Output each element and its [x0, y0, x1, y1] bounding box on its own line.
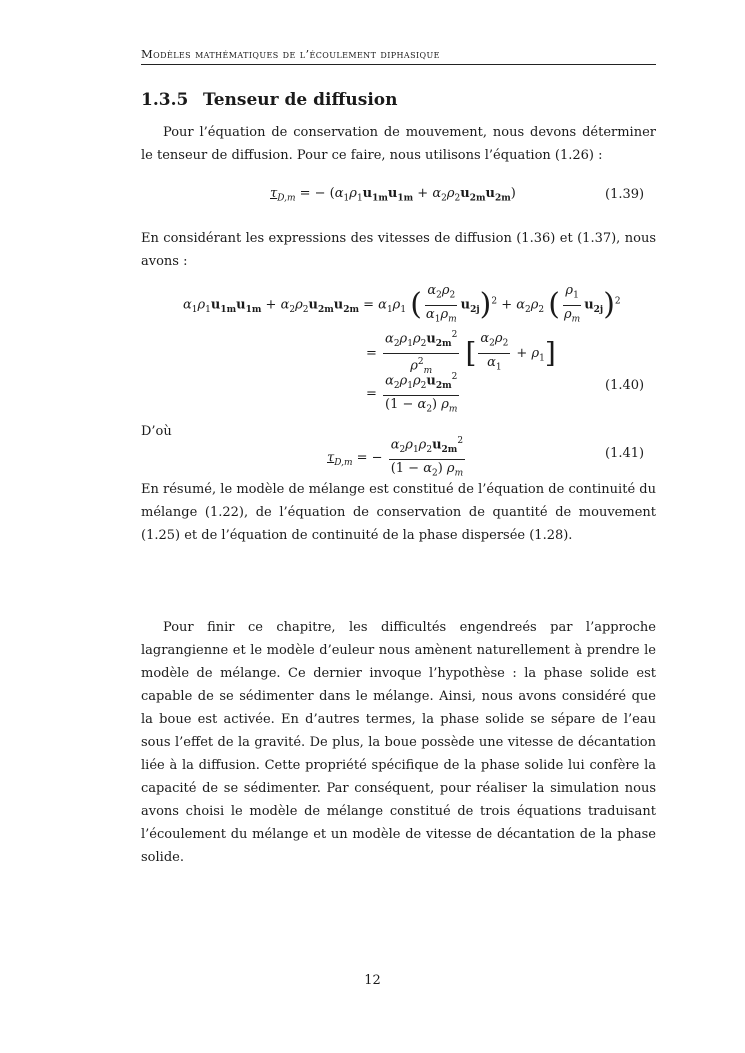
- text-dou: D’où: [141, 424, 172, 439]
- page-number: 12: [364, 973, 381, 988]
- section-number: 1.3.5: [141, 90, 189, 110]
- paragraph-conclusion: Pour finir ce chapitre, les difficultés engendreés par l’approche lagrangienne et le modèle d’euleur nous amènent naturellement à prendre le modèle de mélange. Ce dernier invoque l’hypothèse : la phase solide est capable de se sédimenter dans le mélange. Ainsi, nous avons considéré que la boue est activée. En d’autres termes, la phase solide se sépare de l’eau sous l’effet de la gravité. De plus, la boue possède une vitesse de décantation liée à la diffusion. Cette propriété spécifique de la phase solide lui confère la capacité de se sédimenter. Par conséquent, pour réaliser la simulation nous avons choisi le modèle de mélange constitué de trois équations traduisant l’écoulement du mélange et un modèle de vitesse de décantation de la phase solide.: [141, 620, 656, 865]
- equation-number-1-41: (1.41): [605, 446, 645, 461]
- equation-1-40-line-2: = $\frac{\alpha_2\rho_1\rho_2u_{2m}^2}{\rho^2_m}$ [ $\frac{\alpha_2\rho_2}{\alpha_1}$ + $\rho_1$]: [366, 330, 556, 376]
- paragraph-summary: En résumé, le modèle de mélange est constitué de l’équation de continuité du mélange (1.22), de l’équation de conservation de quantité de mouvement (1.25) et de l’équation de continuité de la phase dispersée (1.28).: [141, 482, 656, 543]
- paragraph-intro: Pour l’équation de conservation de mouvement, nous devons déterminer le tenseur de diffusion. Pour ce faire, nous utilisons l’équation (1.26) :: [141, 125, 656, 163]
- equation-1-40-line-1: $\alpha_1\rho_1u_{1m}u_{1m} + \alpha_2\rho_2u_{2m}u_{2m} = \alpha_1\rho_1$ ( $\frac{\alpha_2\rho_2}{\alpha_1\rho_m}$ $u_{2j})^2 + \alpha_2\rho_2$ ( $\frac{\rho_1}{\rho_m}$ $u_{2j})^2$: [183, 283, 621, 325]
- equation-1-41: $\tau_{D,m}$ = − $\frac{\alpha_2\rho_1\rho_2u_{2m}^2}{(1 - \alpha_2) \rho_m}$: [327, 436, 464, 479]
- section-title: Tenseur de diffusion: [203, 90, 398, 110]
- equation-number-1-40: (1.40): [605, 378, 645, 393]
- running-header: Modèles mathématiques de l’écoulement diphasique: [141, 47, 656, 65]
- equation-1-40-line-3: = $\frac{\alpha_2\rho_1\rho_2u_{2m}^2}{(1 - \alpha_2) \rho_m}$: [366, 372, 458, 415]
- paragraph-considering: En considérant les expressions des vitesses de diffusion (1.36) et (1.37), nous avons :: [141, 231, 656, 269]
- section-heading: [141, 90, 398, 110]
- equation-1-39: $\tau_{D,m}$ = − $(\alpha_1\rho_1u_{1m}u_{1m} + \alpha_2\rho_2u_{2m}u_{2m})$: [270, 186, 516, 204]
- equation-number-1-39: (1.39): [605, 187, 645, 202]
